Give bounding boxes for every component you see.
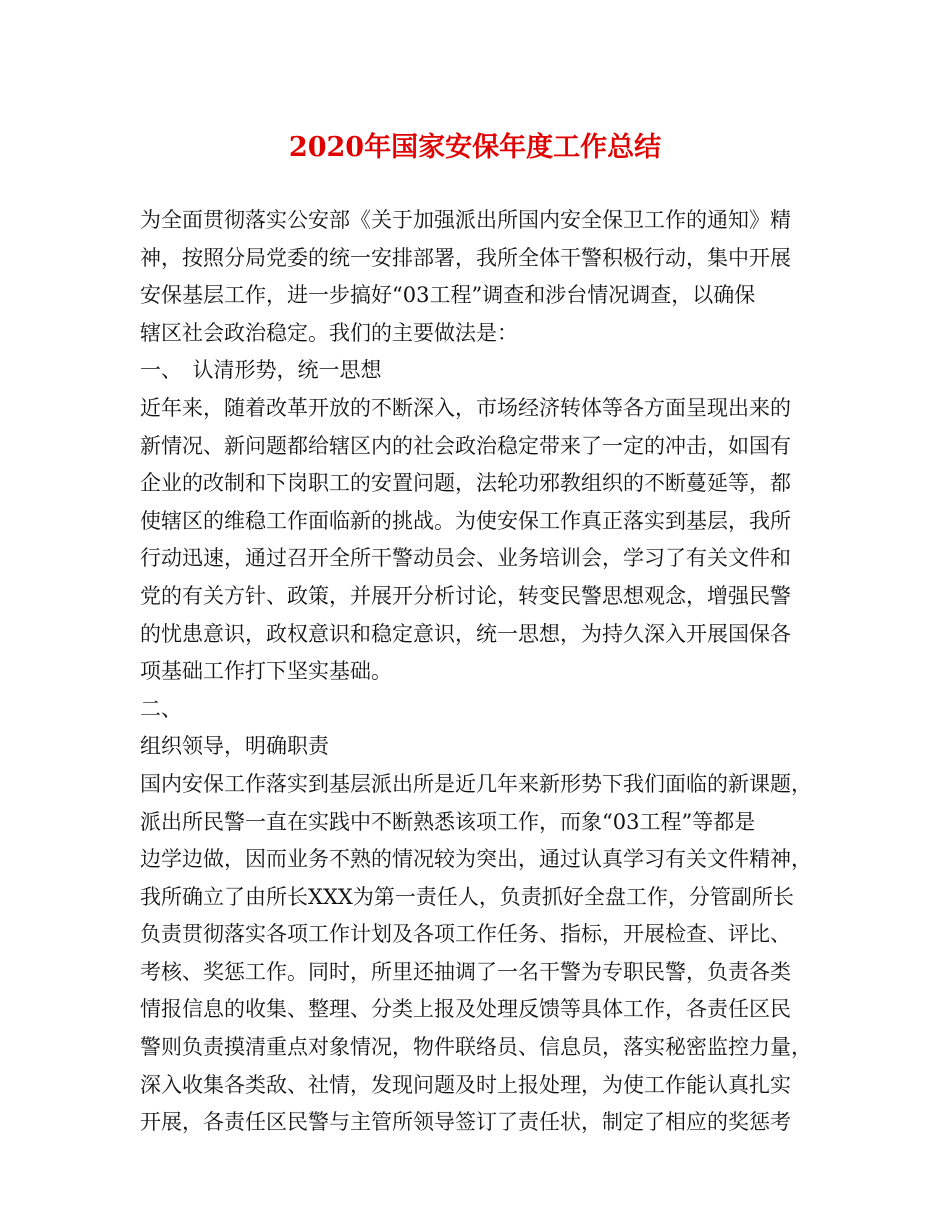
body-line: 考核、奖惩工作。同时，所里还抽调了一名干警为专职民警，负责各类: [140, 959, 791, 984]
body-line: 开展，各责任区民警与主管所领导签订了责任状，制定了相应的奖惩考: [140, 1110, 791, 1135]
body-line: 的忧患意识，政权意识和稳定意识，统一思想，为持久深入开展国保各: [140, 621, 791, 646]
document-title: 2020年国家安保年度工作总结: [288, 132, 662, 163]
body-line: 派出所民警一直在实践中不断熟悉该项工作，而象“03工程”等都是: [140, 809, 756, 834]
section-heading-1: 一、 认清形势，统一思想: [140, 358, 382, 383]
body-line: 神，按照分局党委的统一安排部署，我所全体干警积极行动，集中开展: [140, 245, 791, 270]
section-number-2: 二、: [140, 696, 182, 721]
body-line: 辖区社会政治稳定。我们的主要做法是：: [140, 320, 518, 345]
body-line: 深入收集各类敌、社情，发现问题及时上报处理，为使工作能认真扎实: [140, 1072, 791, 1097]
body-line: 为全面贯彻落实公安部《关于加强派出所国内安全保卫工作的通知》精: [140, 208, 791, 232]
body-line: 企业的改制和下岗职工的安置问题，法轮功邪教组织的不断蔓延等，都: [140, 471, 791, 496]
body-line: 使辖区的维稳工作面临新的挑战。为使安保工作真正落实到基层，我所: [140, 508, 791, 533]
body-line: 警则负责摸清重点对象情况，物件联络员、信息员，落实秘密监控力量，: [140, 1035, 812, 1060]
body-line: 情报信息的收集、整理、分类上报及处理反馈等具体工作，各责任区民: [140, 997, 791, 1022]
body-line: 负责贯彻落实各项工作计划及各项工作任务、指标，开展检查、评比、: [140, 922, 791, 947]
body-line: 我所确立了由所长XXX为第一责任人，负责抓好全盘工作，分管副所长: [140, 884, 794, 909]
body-line: 党的有关方针、政策，并展开分析讨论，转变民警思想观念，增强民警: [140, 583, 791, 608]
body-line: 安保基层工作，进一步搞好“03工程”调查和涉台情况调查，以确保: [140, 283, 756, 308]
body-line: 近年来，随着改革开放的不断深入，市场经济转体等各方面呈现出来的: [140, 395, 791, 420]
body-line: 新情况、新问题都给辖区内的社会政治稳定带来了一定的冲击，如国有: [140, 433, 791, 458]
document-body: [140, 202, 820, 1142]
body-line: 项基础工作打下坚实基础。: [140, 659, 392, 684]
body-line: 国内安保工作落实到基层派出所是近几年来新形势下我们面临的新课题，: [140, 771, 812, 796]
body-line: 行动迅速，通过召开全所干警动员会、业务培训会，学习了有关文件和: [140, 546, 791, 571]
body-line: 边学边做，因而业务不熟的情况较为突出，通过认真学习有关文件精神，: [140, 847, 812, 872]
section-heading-2: 组织领导，明确职责: [140, 734, 329, 759]
